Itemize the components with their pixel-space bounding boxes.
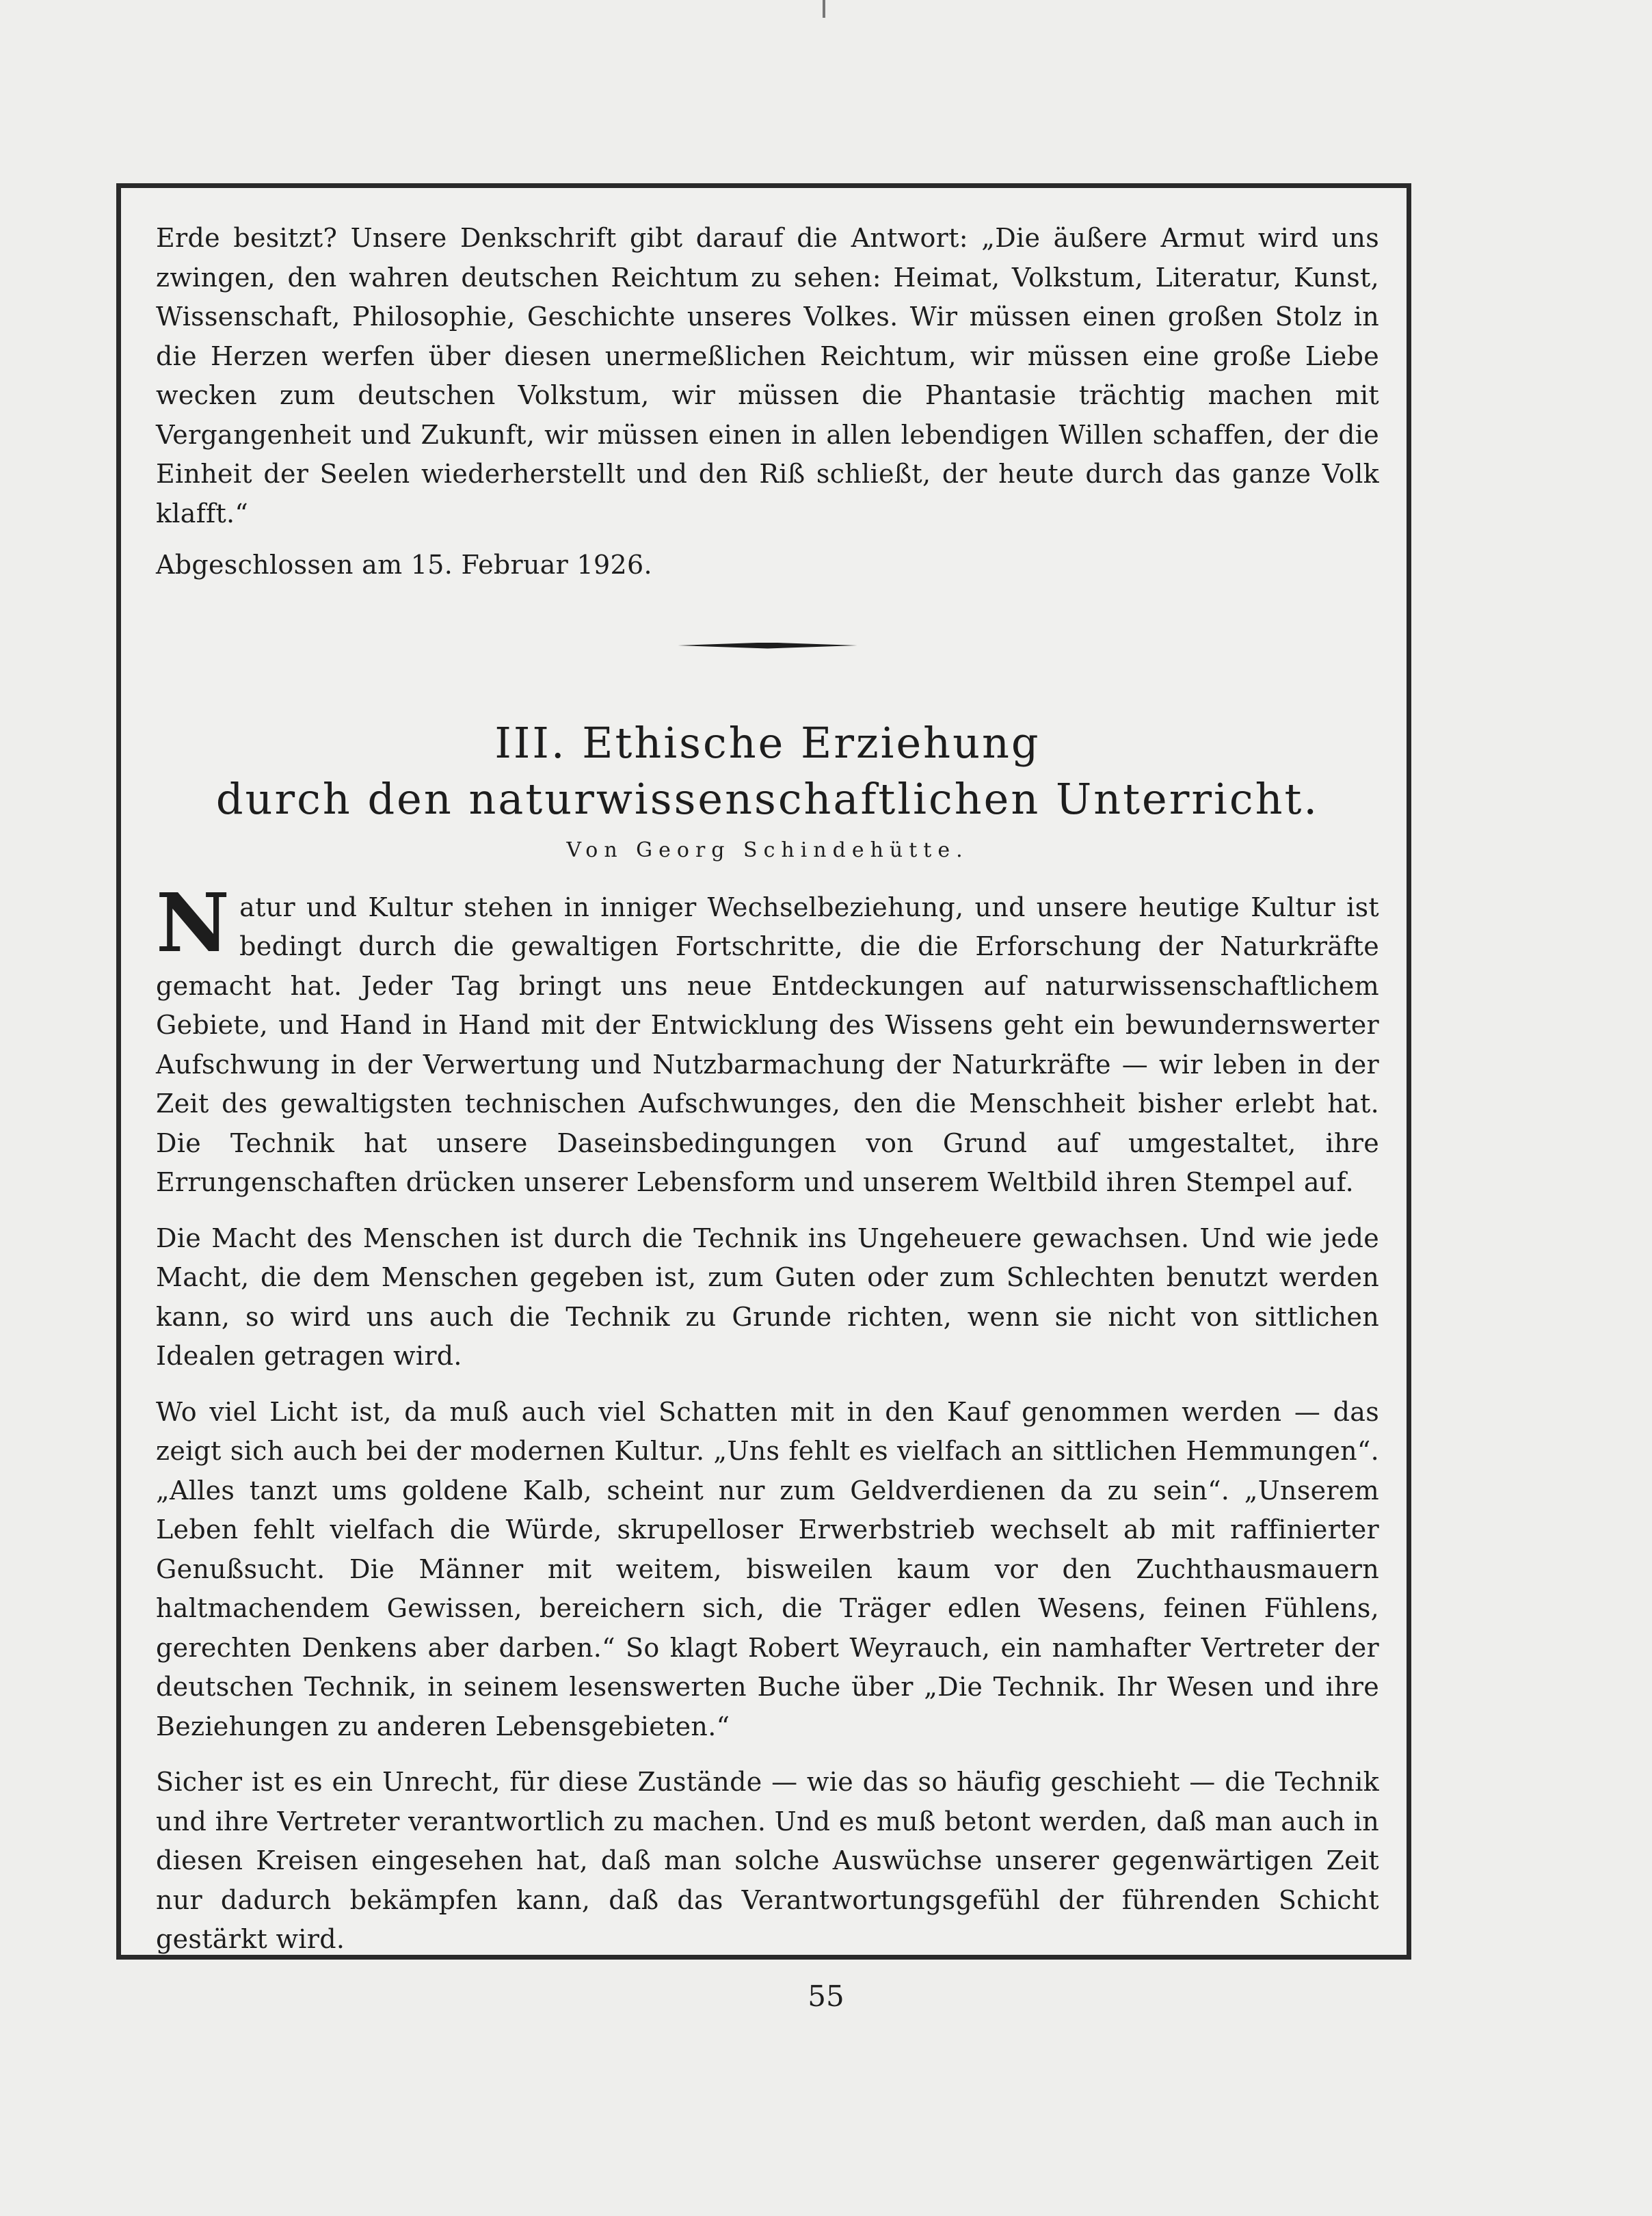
section-divider (156, 639, 1379, 652)
divider-ornament (678, 643, 857, 649)
closing-date: Abgeschlossen am 15. Februar 1926. (156, 550, 652, 580)
author-byline: Von Georg Schindehütte. (566, 838, 969, 862)
heading-line-2: durch den naturwissenschaftlichen Unterricht. (215, 773, 1320, 824)
page-number: 55 (808, 1979, 844, 2013)
previous-article-paragraph: Erde besitzt? Unsere Denkschrift gibt darauf die Antwort: „Die äußere Armut wird uns zwingen, den wahren deutschen Reichtum zu sehen: Heimat, Volkstum, Literatur, Kunst, Wissenschaft, Philosophie, Geschichte unseres Volkes. Wir müssen einen großen Stolz in die Herzen werfen über diesen unermeßlichen Reichtum, wir müssen eine große Liebe wecken zum deutschen Volkstum, wir müssen die Phantasie trächtig machen mit Vergangenheit und Zukunft, wir müssen einen in allen lebendigen Willen schaffen, der die Einheit der Seelen wiederherstellt und den Riß schließt, der heute durch das ganze Volk klafft.“ (156, 223, 1379, 529)
body-paragraph-1-text: atur und Kultur stehen in inniger Wechselbeziehung, und unsere heutige Kultur ist bedingt durch die gewaltigen Fortschritte, die die Erforschung der Naturkräfte gemacht hat. Jeder Tag bringt uns neue Entdeckungen auf naturwissenschaftlichem Gebiete, und Hand in Hand mit der Entwicklung des Wissens geht ein bewundernswerter Aufschwung in der Verwertung und Nutzbarmachung der Naturkräfte — wir leben in der Zeit des gewaltigsten technischen Aufschwunges, den die Menschheit bisher erlebt hat. Die Technik hat unsere Daseinsbedingungen von Grund auf umgestaltet, ihre Errungenschaften drücken unserer Lebensform und unserem Weltbild ihren Stempel auf. (156, 892, 1379, 1197)
page-frame (116, 183, 1411, 1960)
body-paragraph-2: Die Macht des Menschen ist durch die Technik ins Ungeheuere gewachsen. Und wie jede Macht, die dem Menschen gegeben ist, zum Guten oder zum Schlechten benutzt werden kann, so wird uns auch die Technik zu Grunde richten, wenn sie nicht von sittlichen Idealen getragen wird. (156, 1223, 1379, 1371)
print-speck (823, 0, 825, 18)
body-paragraph-4: Sicher ist es ein Unrecht, für diese Zustände — wie das so häufig geschieht — die Technik und ihre Vertreter verantwortlich zu machen. Und es muß betont werden, daß man auch in diesen Kreisen eingesehen hat, daß man solche Auswüchse unserer gegenwärtigen Zeit nur dadurch bekämpfen kann, daß das Verantwortungsgefühl der führenden Schicht gestärkt wird. (156, 1767, 1379, 1954)
body-paragraph-1 (156, 875, 1379, 1203)
section-heading (156, 715, 1379, 827)
page-content (156, 219, 1379, 1960)
drop-cap: N (156, 875, 230, 970)
heading-line-1: III. Ethische Erziehung (494, 717, 1041, 768)
body-paragraph-3: Wo viel Licht ist, da muß auch viel Schatten mit in den Kauf genommen werden — das zeigt sich auch bei der modernen Kultur. „Uns fehlt es vielfach an sittlichen Hemmungen“. „Alles tanzt ums goldene Kalb, scheint nur zum Geldverdienen da zu sein“. „Unserem Leben fehlt vielfach die Würde, skrupelloser Erwerbstrieb wechselt ab mit raffinierter Genußsucht. Die Männer mit weitem, bisweilen kaum vor den Zuchthausmauern haltmachendem Gewissen, bereichern sich, die Träger edlen Wesens, feinen Fühlens, gerechten Denkens aber darben.“ So klagt Robert Weyrauch, ein namhafter Vertreter der deutschen Technik, in seinem lesenswerten Buche über „Die Technik. Ihr Wesen und ihre Beziehungen zu anderen Lebensgebieten.“ (156, 1396, 1379, 1741)
